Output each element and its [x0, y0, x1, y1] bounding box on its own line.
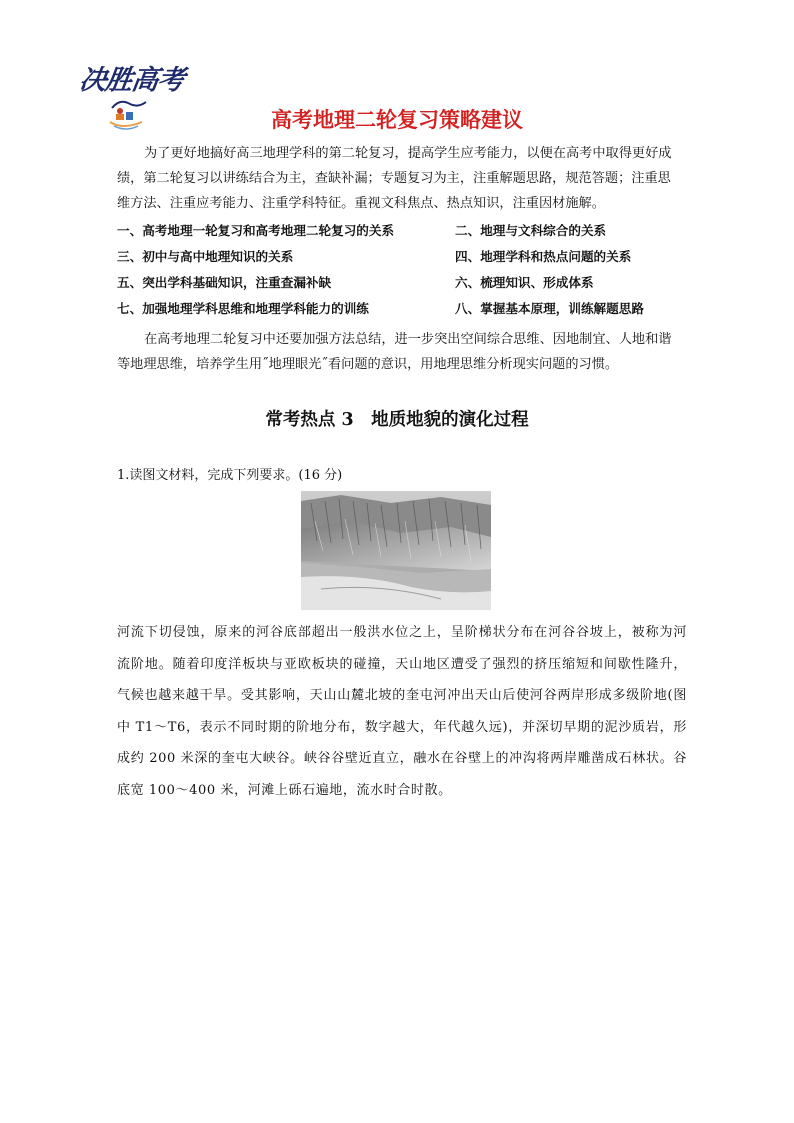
page-title: 高考地理二轮复习策略建议	[271, 108, 523, 132]
topic-item: 四、地理学科和热点问题的关系	[455, 249, 632, 264]
topic-item: 五、突出学科基础知识，注重查漏补缺	[117, 275, 332, 290]
logo-text: 决胜高考	[77, 65, 186, 96]
intro-text: 为了更好地搞好高三地理学科的第二轮复习，提高学生应考能力，以便在高考中取得更好成绩，第二轮复习以讲练结合为主，查缺补漏；专题复习为主，注重解题思路，规范答题；注重思维方法、注重应考能力、注重学科特征。重视文科焦点、热点知识，注重因材施解。	[117, 146, 672, 211]
topic-item: 一、高考地理一轮复习和高考地理二轮复习的关系	[117, 223, 395, 238]
closing-paragraph	[117, 327, 683, 377]
topic-row	[117, 221, 683, 247]
question-material: 河流下切侵蚀，原来的河谷底部超出一般洪水位之上，呈阶梯状分布在河谷谷坡上，被称为河流阶地。随着印度洋板块与亚欧板块的碰撞，天山地区遭受了强烈的挤压缩短和间歇性隆升，气候也越来越干旱。受其影响，天山山麓北坡的奎屯河冲出天山后使河谷两岸形成多级阶地(图中 T1～T6，表示不同时期的阶地分布，数字越大，年代越久远)，并深切早期的泥沙质岩，形成约 200 米深的奎屯大峡谷。峡谷谷壁近直立，融水在谷壁上的冲沟将两岸雕凿成石林状。谷底宽 100～400 米，河滩上砾石遍地，流水时合时散。	[117, 625, 687, 798]
topic-item: 七、加强地理学科思维和地理学科能力的训练	[117, 301, 369, 316]
question-prompt: 1.读图文材料，完成下列要求。(16 分)	[117, 468, 343, 483]
topic-item: 二、地理与文科综合的关系	[455, 223, 607, 238]
topic-list	[117, 221, 683, 325]
topic-item: 六、梳理知识、形成体系	[455, 275, 594, 290]
topic-row	[117, 273, 683, 299]
closing-text: 在高考地理二轮复习中还要加强方法总结，进一步突出空间综合思维、因地制宜、人地和谐等地理思维，培养学生用˝地理眼光˝看问题的意识，用地理思维分析现实问题的习惯。	[117, 332, 672, 372]
topic-item: 三、初中与高中地理知识的关系	[117, 249, 294, 264]
canyon-terrace-photo	[301, 491, 491, 610]
topic-row	[117, 299, 683, 325]
section-title: 常考热点 3 地质地貌的演化过程	[265, 410, 529, 430]
topic-row	[117, 247, 683, 273]
topic-item: 八、掌握基本原理，训练解题思路	[455, 301, 644, 316]
intro-paragraph	[117, 141, 683, 216]
